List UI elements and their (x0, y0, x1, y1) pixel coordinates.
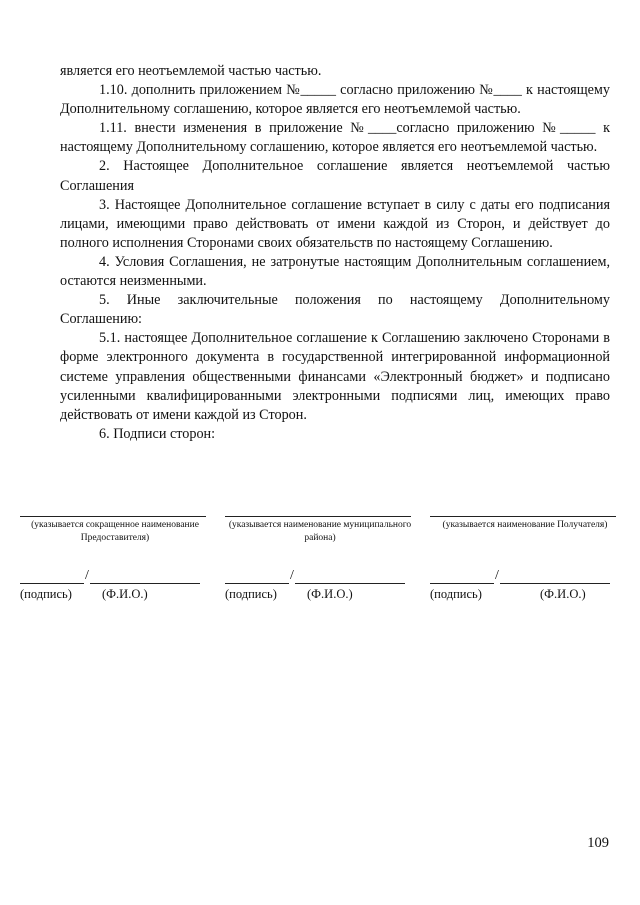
paragraph-3: 3. Настоящее Дополнительное соглашение вступает в силу с даты его подписания лицами, имеющими право действовать от имени каждой из Сторон, и действует до полного исполнения Сторонами своих обязательств по настоящему Соглашению. (60, 196, 610, 251)
signature-fio-district (225, 566, 415, 602)
signature-name-line (20, 516, 206, 517)
signature-caption: (указывается сокращенное наименование Предоставителя) (31, 520, 199, 543)
signature-caption: (указывается наименование муниципального района) (228, 520, 412, 543)
signature-fio-labels (225, 586, 415, 602)
signature-line (430, 569, 494, 584)
fio-label: (Ф.И.О.) (102, 587, 148, 601)
fio-line (500, 569, 610, 584)
signature-fio-recipient (430, 566, 620, 602)
signature-slash: / (85, 568, 89, 583)
document-body (60, 62, 610, 444)
signature-name-line (225, 516, 411, 517)
signature-line (225, 569, 289, 584)
signature-fio-lines (20, 566, 210, 584)
signature-fio-row (20, 566, 620, 602)
signature-captions-row (20, 516, 620, 545)
signature-fio-provider (20, 566, 210, 602)
paragraph-4: 4. Условия Соглашения, не затронутые настоящим Дополнительным соглашением, остаются неизменными. (60, 253, 610, 290)
signature-fio-labels (20, 586, 210, 602)
signature-label: (подпись) (225, 587, 277, 601)
page-number: 109 (587, 835, 609, 851)
signature-caption: (указывается наименование Получателя) (442, 520, 608, 530)
paragraph-5: 5. Иные заключительные положения по настоящему Дополнительному Соглашению: (60, 292, 610, 328)
fio-label: (Ф.И.О.) (307, 587, 353, 601)
signature-slash: / (290, 568, 294, 583)
signature-fio-labels (430, 586, 620, 602)
signature-fio-lines (430, 566, 620, 584)
paragraph-5-1: 5.1. настоящее Дополнительное соглашение к Соглашению заключено Сторонами в форме электронного документа в государственной интегрированной информационной системе управления общественными финансами «Электронный бюджет» и подписано усиленными квалифицированными электронными подписями лиц, имеющих право действовать от имени каждой из Сторон. (60, 330, 610, 423)
signature-name-line (430, 516, 616, 517)
signature-label: (подпись) (430, 587, 482, 601)
signature-line (20, 569, 84, 584)
paragraph-1-11: 1.11. внести изменения в приложение №____согласно приложению №_____ к настоящему Дополнительному соглашению, которое является его неотъемлемой частью. (60, 120, 610, 156)
signature-slash: / (495, 568, 499, 583)
fio-line (295, 569, 405, 584)
paragraph-continuation: является его неотъемлемой частью частью. (60, 63, 322, 79)
signature-block-recipient (430, 516, 620, 545)
signature-label: (подпись) (20, 587, 72, 601)
fio-label: (Ф.И.О.) (540, 587, 586, 601)
fio-line (90, 569, 200, 584)
paragraph-1-10: 1.10. дополнить приложением №_____ согласно приложению №____ к настоящему Дополнительному соглашению, которое является его неотъемлемой частью. (60, 82, 610, 118)
signature-fio-lines (225, 566, 415, 584)
signature-block-district (225, 516, 415, 545)
signature-block-provider (20, 516, 210, 545)
paragraph-2: 2. Настоящее Дополнительное соглашение является неотъемлемой частью Соглашения (60, 158, 610, 194)
paragraph-6-signatures-heading: 6. Подписи сторон: (99, 425, 216, 442)
